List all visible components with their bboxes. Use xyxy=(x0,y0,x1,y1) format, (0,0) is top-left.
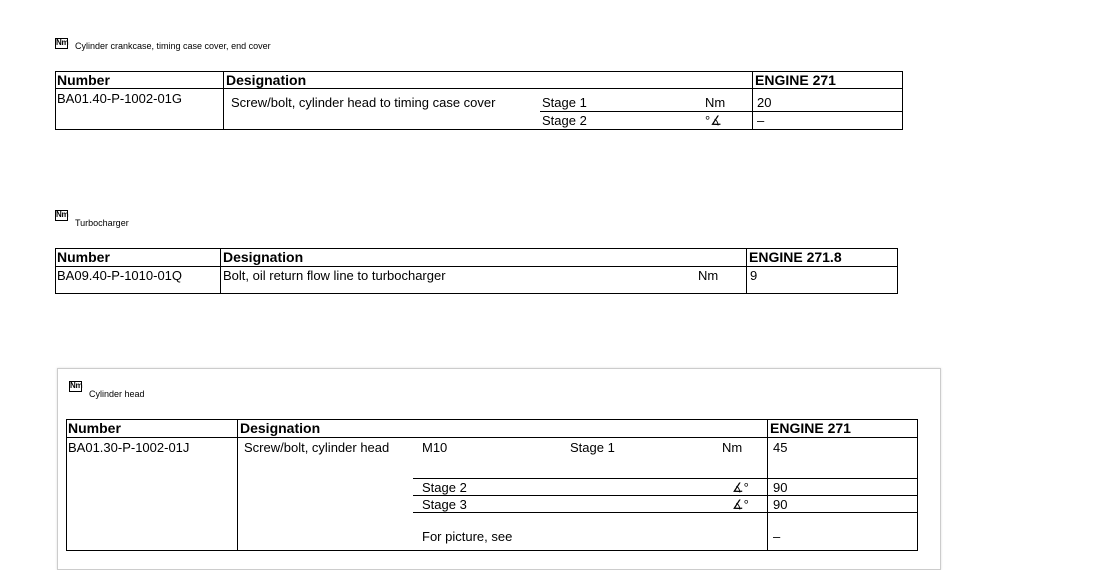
torque-nm-icon: Nm xyxy=(70,381,83,390)
cell-number: BA01.40-P-1002-01G xyxy=(57,91,183,106)
angle-unit: ∡° xyxy=(732,480,749,495)
cell-designation: Screw/bolt, cylinder head xyxy=(244,440,390,455)
header-designation: Designation xyxy=(226,72,307,88)
header-engine: ENGINE 271 xyxy=(755,72,836,88)
cell-number: BA01.30-P-1002-01J xyxy=(68,440,190,455)
stage-value: 90 xyxy=(773,497,788,512)
header-number: Number xyxy=(57,72,110,88)
section-title: Turbocharger xyxy=(75,218,129,228)
stage-label: Stage 3 xyxy=(422,497,467,512)
cell-unit: Nm xyxy=(698,268,719,283)
stage-label: Stage 1 xyxy=(542,95,587,110)
stage-value: 45 xyxy=(773,440,788,455)
stage-label: Stage 1 xyxy=(570,440,615,455)
header-designation: Designation xyxy=(223,249,304,265)
angle-unit: °∡ xyxy=(705,113,722,128)
cell-size: M10 xyxy=(422,440,448,455)
header-designation: Designation xyxy=(240,420,321,436)
angle-unit: ∡° xyxy=(732,497,749,512)
torque-nm-icon: Nm xyxy=(56,210,69,219)
cell-value: 9 xyxy=(750,268,758,283)
section-title: Cylinder crankcase, timing case cover, end cover xyxy=(75,41,271,51)
torque-nm-icon: Nm xyxy=(56,38,69,47)
cell-number: BA09.40-P-1010-01Q xyxy=(57,268,183,283)
header-number: Number xyxy=(68,420,121,436)
cell-designation: Bolt, oil return flow line to turbocharger xyxy=(223,268,446,283)
stage-value: 90 xyxy=(773,480,788,495)
header-number: Number xyxy=(57,249,110,265)
header-engine: ENGINE 271.8 xyxy=(749,249,842,265)
stage-unit: Nm xyxy=(722,440,743,455)
cell-designation: Screw/bolt, cylinder head to timing case cover xyxy=(231,95,496,110)
stage-value: – xyxy=(773,529,781,544)
stage-label: Stage 2 xyxy=(542,113,587,128)
section-title: Cylinder head xyxy=(89,389,145,399)
stage-label: Stage 2 xyxy=(422,480,467,495)
stage-value: – xyxy=(757,113,765,128)
stage-unit: Nm xyxy=(705,95,726,110)
stage-value: 20 xyxy=(757,95,772,110)
header-engine: ENGINE 271 xyxy=(770,420,851,436)
picture-reference-link[interactable]: For picture, see xyxy=(422,529,513,544)
